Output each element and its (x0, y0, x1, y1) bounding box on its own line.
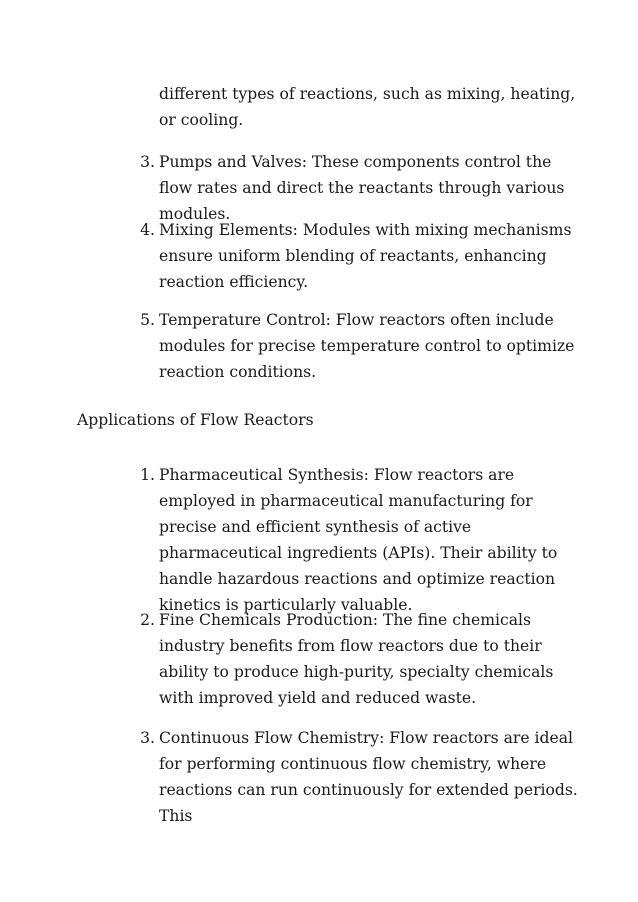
list-item-number: 4. (140, 221, 155, 239)
list-item-text: Temperature Control: Flow reactors often include modules for precise temperature control to optimize reaction conditions. (159, 311, 575, 381)
list-item-text: Fine Chemicals Production: The fine chemicals industry benefits from flow reactors due to their ability to produce high-purity, specialty chemicals with improved yield and reduced waste. (159, 611, 554, 707)
list-item-text: Continuous Flow Chemistry: Flow reactors are ideal for performing continuous flow chemistry, where reactions can run continuously for extended periods. This (159, 729, 578, 825)
list-item-continuation: different types of reactions, such as mixing, heating, or cooling. (159, 85, 576, 129)
list-item (140, 462, 579, 618)
list-item-text: Mixing Elements: Modules with mixing mechanisms ensure uniform blending of reactants, enhancing reaction efficiency. (159, 221, 572, 291)
list-item (140, 607, 579, 711)
list-item-number: 2. (140, 611, 155, 629)
list-item-number: 1. (140, 466, 155, 484)
list-item (140, 217, 579, 295)
list-item (140, 307, 579, 385)
list-item-text: Pharmaceutical Synthesis: Flow reactors are employed in pharmaceutical manufacturing for precise and efficient synthesis of active pharmaceutical ingredients (APIs). Their ability to handle hazardous reactions and optimize reaction kinetics is particularly valuable. (159, 466, 558, 614)
list-item-number: 3. (140, 729, 155, 747)
list-item-number: 5. (140, 311, 155, 329)
list-item (140, 149, 579, 227)
section-heading: Applications of Flow Reactors (77, 411, 314, 429)
list-item-text: Pumps and Valves: These components control the flow rates and direct the reactants through various modules. (159, 153, 565, 223)
list-item-number: 3. (140, 153, 155, 171)
list-item (140, 725, 579, 829)
